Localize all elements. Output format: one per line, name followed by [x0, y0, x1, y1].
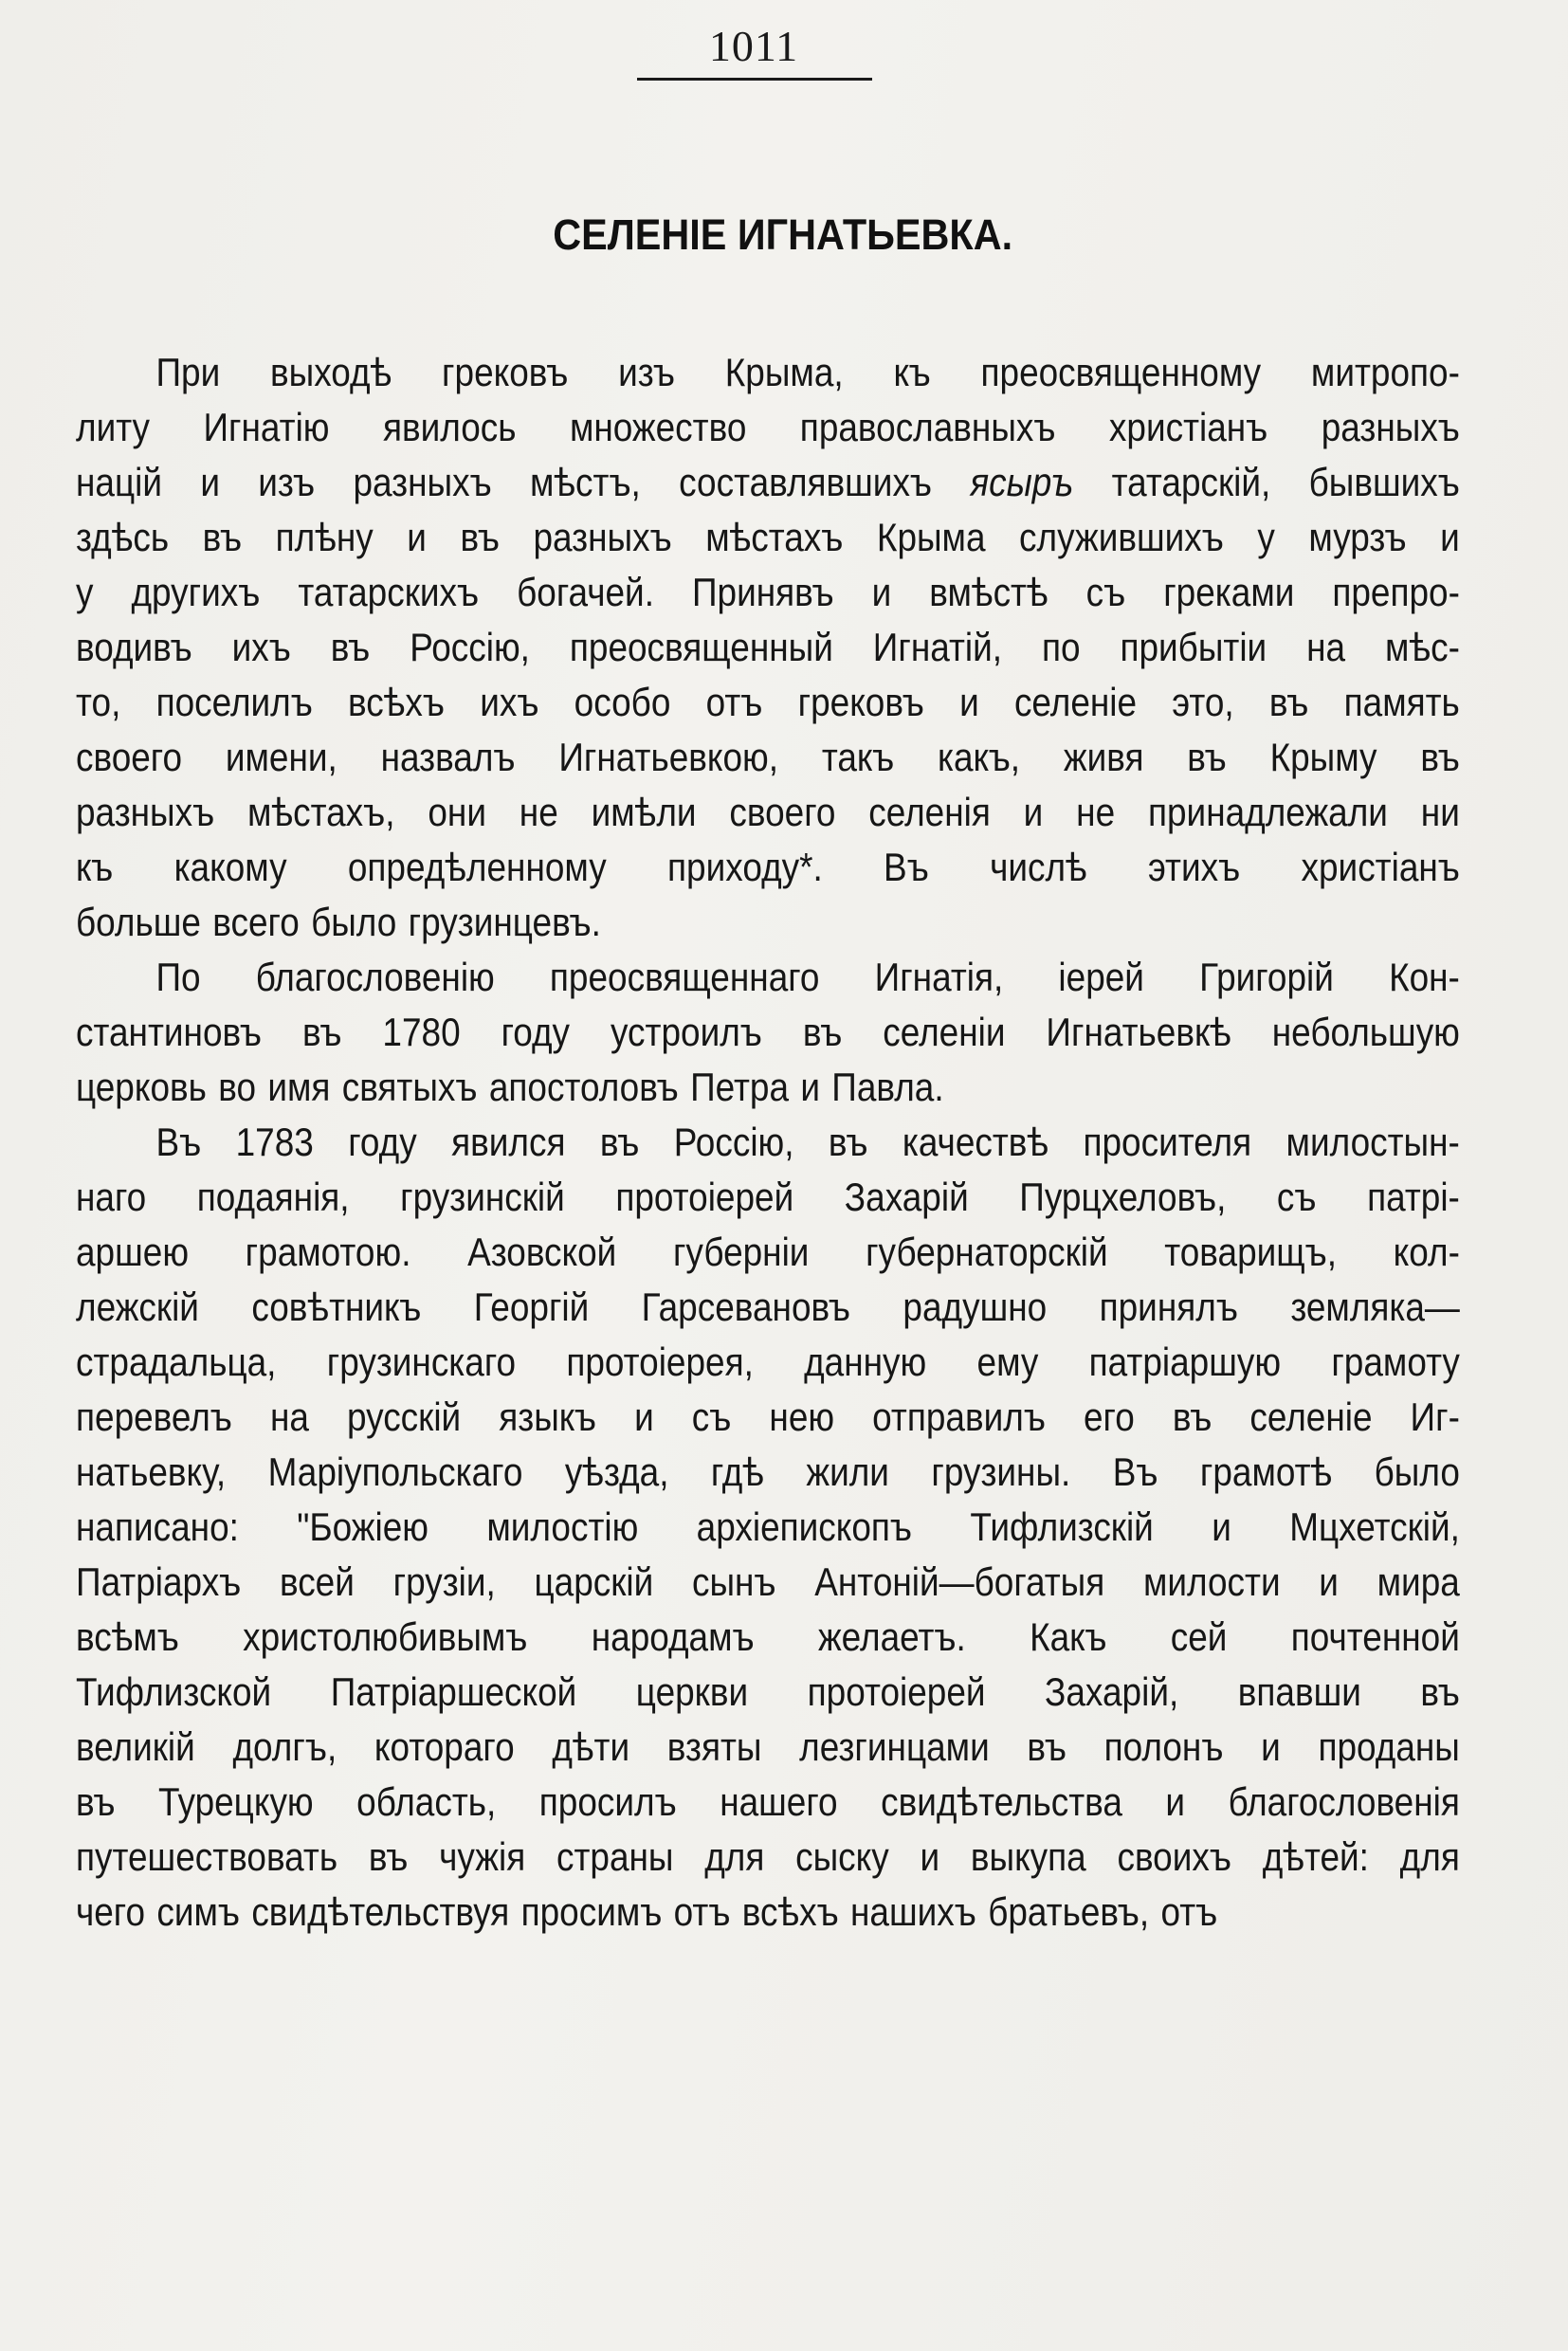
word: грузинцевъ.	[408, 900, 601, 944]
word: селенія	[868, 790, 991, 834]
word: губернаторскій	[866, 1230, 1108, 1274]
word: назвалъ	[380, 735, 516, 779]
word: особо	[574, 680, 671, 724]
word: явилось	[382, 405, 517, 449]
word: милости	[1142, 1559, 1281, 1604]
word: губерніи	[672, 1230, 810, 1274]
word: грамоту	[1331, 1340, 1460, 1384]
word: поселилъ	[155, 680, 313, 724]
text-line	[76, 1665, 1460, 1720]
word: страны	[556, 1834, 674, 1879]
paragraph	[76, 345, 1460, 950]
word: у	[1257, 515, 1275, 559]
word: просителя	[1083, 1120, 1252, 1164]
word: Антоній—богатыя	[814, 1559, 1105, 1604]
word: Кон-	[1389, 955, 1460, 999]
word: грековъ	[797, 680, 924, 724]
word: 1783	[235, 1120, 314, 1164]
word: множество	[569, 405, 747, 449]
word: принадлежали	[1147, 790, 1388, 834]
word: татарскихъ	[298, 570, 480, 614]
word: Патріаршеской	[330, 1669, 577, 1714]
word: въ	[1420, 1669, 1460, 1714]
word: отъ	[673, 1889, 731, 1934]
word: лежскій	[76, 1285, 199, 1329]
word: милостію	[486, 1504, 639, 1549]
word: Какъ	[1030, 1614, 1107, 1659]
word: для	[1399, 1834, 1460, 1879]
word: татарскій,	[1111, 460, 1271, 504]
word: они	[428, 790, 486, 834]
word: русскій	[346, 1394, 462, 1439]
text-line	[76, 675, 1460, 730]
word: кол-	[1393, 1230, 1460, 1274]
word: въ	[368, 1834, 409, 1879]
word: преосвященнаго	[549, 955, 820, 999]
word: какому	[173, 845, 287, 889]
word: подаянія,	[196, 1175, 350, 1219]
word: Павла.	[831, 1065, 944, 1109]
word: было	[1374, 1449, 1460, 1494]
word: селеніе	[1013, 680, 1138, 724]
word: Въ	[155, 1120, 202, 1164]
word: этихъ	[1148, 845, 1241, 889]
word: живя	[1063, 735, 1144, 779]
word: дѣти	[552, 1724, 630, 1769]
word: Игнатій,	[872, 625, 1003, 669]
text-line	[76, 1885, 1460, 1940]
word: просилъ	[538, 1779, 677, 1824]
word: долгъ,	[232, 1724, 337, 1769]
word: отъ	[1160, 1889, 1218, 1934]
word: селеніе	[1249, 1394, 1373, 1439]
word: христолюбивымъ	[243, 1614, 528, 1659]
word: ихъ	[480, 680, 539, 724]
word: товарищъ,	[1164, 1230, 1338, 1274]
word: Захарій,	[1045, 1669, 1179, 1714]
word: данную	[804, 1340, 927, 1384]
word: сей	[1170, 1614, 1228, 1659]
word: преосвященному	[980, 350, 1262, 394]
word: прибытіи	[1120, 625, 1267, 669]
word: ни	[1420, 790, 1460, 834]
word: разныхъ	[533, 515, 672, 559]
word: "Божіею	[297, 1504, 429, 1549]
word: гдѣ	[710, 1449, 764, 1494]
word: христіанъ	[1301, 845, 1460, 889]
word: здѣсь	[76, 515, 170, 559]
word: на	[269, 1394, 309, 1439]
word: какъ,	[937, 735, 1021, 779]
word: то,	[76, 680, 121, 724]
word: разныхъ	[353, 460, 492, 504]
text-line	[76, 1115, 1460, 1170]
word: благословенія	[1228, 1779, 1460, 1824]
word: языкъ	[499, 1394, 597, 1439]
word: изъ	[618, 350, 675, 394]
word: братьевъ,	[988, 1889, 1150, 1934]
page-number-rule	[637, 78, 872, 81]
word: радушно	[903, 1285, 1048, 1329]
word: богачей.	[517, 570, 654, 614]
word: литу	[76, 405, 151, 449]
word: ему	[976, 1340, 1039, 1384]
word: приходу*.	[667, 845, 823, 889]
word: Петра	[690, 1065, 790, 1109]
word: нею	[769, 1394, 835, 1439]
word: плѣну	[275, 515, 374, 559]
word: путешествовать	[76, 1834, 338, 1879]
word: память	[1343, 680, 1460, 724]
word: Гарсевановъ	[641, 1285, 851, 1329]
word: всего	[212, 900, 300, 944]
word: выходѣ	[270, 350, 392, 394]
word: году	[348, 1120, 417, 1164]
word: грамотою.	[245, 1230, 411, 1274]
word: числѣ	[990, 845, 1087, 889]
text-line	[76, 510, 1460, 565]
text-line	[76, 950, 1460, 1005]
word: году	[501, 1010, 571, 1054]
word: архіепископъ	[696, 1504, 913, 1549]
word: Григорій	[1199, 955, 1334, 999]
word: патріаршую	[1088, 1340, 1282, 1384]
word: водивъ	[76, 625, 192, 669]
word: было	[311, 900, 397, 944]
word: царскій	[534, 1559, 654, 1604]
word: націй	[76, 460, 162, 504]
word: къ	[893, 350, 931, 394]
text-line	[76, 455, 1460, 510]
word: Въ	[1112, 1449, 1158, 1494]
word: въ	[76, 1779, 116, 1824]
word: имени,	[225, 735, 337, 779]
word: другихъ	[131, 570, 261, 614]
word: симъ	[156, 1889, 241, 1934]
word: уѣзда,	[564, 1449, 669, 1494]
word: въ	[330, 625, 371, 669]
text-line	[76, 840, 1460, 895]
word: протоіерей	[807, 1669, 986, 1714]
word: принялъ	[1099, 1285, 1238, 1329]
word: лезгинцами	[799, 1724, 990, 1769]
text-line	[76, 1555, 1460, 1610]
word: патрі-	[1367, 1175, 1460, 1219]
text-line	[76, 1280, 1460, 1335]
word: христіанъ	[1108, 405, 1268, 449]
word: въ	[1420, 735, 1460, 779]
word: впавши	[1237, 1669, 1361, 1714]
word: Россію,	[673, 1120, 794, 1164]
word: и	[1165, 1779, 1186, 1824]
word: и	[1261, 1724, 1281, 1769]
word: перевелъ	[76, 1394, 232, 1439]
word: Мцхетскій,	[1289, 1504, 1460, 1549]
word: и	[200, 460, 220, 504]
word: Крыма,	[724, 350, 844, 394]
word: сынъ	[691, 1559, 776, 1604]
word: небольшую	[1271, 1010, 1460, 1054]
word: Георгій	[473, 1285, 590, 1329]
text-line	[76, 620, 1460, 675]
word: къ	[76, 845, 114, 889]
word: своихъ	[1117, 1834, 1231, 1879]
word: благословенію	[255, 955, 495, 999]
text-line	[76, 730, 1460, 785]
text-line	[76, 1445, 1460, 1500]
word: По	[155, 955, 201, 999]
word: написано:	[76, 1504, 239, 1549]
word: вмѣстѣ	[929, 570, 1048, 614]
word: и	[920, 1834, 940, 1879]
word: разныхъ	[76, 790, 215, 834]
word: мурзъ	[1308, 515, 1407, 559]
body-text	[76, 345, 1460, 1940]
word: протоіерея,	[566, 1340, 754, 1384]
word: совѣтникъ	[251, 1285, 422, 1329]
word: грамотѣ	[1199, 1449, 1333, 1494]
word: въ	[828, 1120, 868, 1164]
word: грузинскій	[400, 1175, 565, 1219]
word: протоіерей	[615, 1175, 794, 1219]
word: выкупа	[970, 1834, 1086, 1879]
word: народамъ	[591, 1614, 755, 1659]
word: свидѣтельствуя	[251, 1889, 510, 1934]
text-line	[76, 345, 1460, 400]
word: съ	[1085, 570, 1126, 614]
word: явился	[451, 1120, 566, 1164]
word: отправилъ	[872, 1394, 1046, 1439]
word: мѣстъ,	[529, 460, 641, 504]
word: отъ	[705, 680, 763, 724]
word: нашихъ	[850, 1889, 976, 1934]
word: аршею	[76, 1230, 190, 1274]
word: своего	[729, 790, 836, 834]
word: сыску	[795, 1834, 889, 1879]
word: у	[76, 570, 94, 614]
word: и	[634, 1394, 654, 1439]
word: взяты	[666, 1724, 762, 1769]
word: и	[1023, 790, 1044, 834]
word: и	[959, 680, 979, 724]
text-line	[76, 1830, 1460, 1885]
word: устроилъ	[610, 1010, 762, 1054]
word: желаетъ.	[817, 1614, 966, 1659]
word: область,	[356, 1779, 497, 1824]
word: церковь	[76, 1065, 207, 1109]
text-line	[76, 1335, 1460, 1390]
text-line	[76, 1170, 1460, 1225]
word: Россію,	[410, 625, 530, 669]
word: въ	[802, 1010, 843, 1054]
word: съ	[1276, 1175, 1317, 1219]
word: и	[1212, 1504, 1231, 1549]
word: Игнатьевкѣ	[1046, 1010, 1231, 1054]
word: земляка—	[1290, 1285, 1460, 1329]
word: разныхъ	[1321, 405, 1460, 449]
text-line	[76, 1390, 1460, 1445]
word: всѣмъ	[76, 1614, 179, 1659]
word: чужія	[439, 1834, 526, 1879]
word: и	[407, 515, 427, 559]
text-line	[76, 895, 1460, 950]
word: съ	[691, 1394, 732, 1439]
word: служившихъ	[1019, 515, 1224, 559]
word: Турецкую	[158, 1779, 314, 1824]
paragraph	[76, 1115, 1460, 1940]
word: мѣстахъ,	[247, 790, 395, 834]
word: въ	[202, 515, 243, 559]
word: и	[800, 1065, 820, 1109]
word: Крыма	[876, 515, 986, 559]
word: стантиновъ	[76, 1010, 263, 1054]
word: не	[519, 790, 558, 834]
word: страдальца,	[76, 1340, 277, 1384]
word: въ	[1187, 735, 1227, 779]
word: наго	[76, 1175, 147, 1219]
paragraph	[76, 950, 1460, 1115]
word: больше	[76, 900, 201, 944]
word: всей	[279, 1559, 355, 1604]
word: всѣхъ	[348, 680, 445, 724]
word: проданы	[1318, 1724, 1460, 1769]
word: въ	[1268, 680, 1309, 724]
word: по	[1041, 625, 1081, 669]
word: Тифлизской	[76, 1669, 272, 1714]
word: грузинскаго	[326, 1340, 517, 1384]
word: въ	[599, 1120, 640, 1164]
word: Игнатію	[203, 405, 330, 449]
word: котораго	[374, 1724, 515, 1769]
word: Патріархъ	[76, 1559, 242, 1604]
text-line	[76, 1720, 1460, 1775]
text-line	[76, 565, 1460, 620]
text-line	[76, 1060, 1460, 1115]
word: изъ	[258, 460, 316, 504]
word: Захарій	[844, 1175, 969, 1219]
word: въ	[460, 515, 500, 559]
word: іерей	[1058, 955, 1144, 999]
word: мира	[1377, 1559, 1460, 1604]
text-line	[76, 1775, 1460, 1830]
word: жили	[806, 1449, 889, 1494]
word: бывшихъ	[1308, 460, 1460, 504]
word: митропо-	[1310, 350, 1460, 394]
text-line	[76, 1610, 1460, 1665]
word: препро-	[1332, 570, 1460, 614]
word: въ	[301, 1010, 342, 1054]
word: Игнатьевкою,	[558, 735, 779, 779]
word: такъ	[821, 735, 895, 779]
word: всѣхъ	[741, 1889, 839, 1934]
word: на	[1306, 625, 1346, 669]
word: Крыму	[1269, 735, 1377, 779]
word: натьевку,	[76, 1449, 227, 1494]
word: нашего	[720, 1779, 838, 1824]
word: грузины.	[931, 1449, 1071, 1494]
word: милостын-	[1285, 1120, 1460, 1164]
word: составлявшихъ	[679, 460, 933, 504]
word: Маріупольскаго	[267, 1449, 523, 1494]
word: Въ	[884, 845, 929, 889]
word: преосвященный	[569, 625, 833, 669]
word: Принявъ	[691, 570, 834, 614]
word: апостоловъ	[488, 1065, 679, 1109]
word: почтенной	[1290, 1614, 1460, 1659]
word: грековъ	[442, 350, 569, 394]
text-line	[76, 1225, 1460, 1280]
word: ясыръ	[970, 460, 1074, 504]
word: Тифлизскій	[970, 1504, 1154, 1549]
word: во	[218, 1065, 256, 1109]
text-line	[76, 400, 1460, 455]
text-line	[76, 785, 1460, 840]
word: свидѣтельства	[881, 1779, 1122, 1824]
word: грузіи,	[392, 1559, 496, 1604]
word: и	[871, 570, 892, 614]
word: ихъ	[231, 625, 291, 669]
word: не	[1076, 790, 1116, 834]
word: полонъ	[1103, 1724, 1224, 1769]
word: опредѣленному	[347, 845, 607, 889]
word: чего	[76, 1889, 146, 1934]
word: имя	[267, 1065, 331, 1109]
text-line	[76, 1005, 1460, 1060]
page-number: 1011	[708, 22, 799, 70]
word: своего	[76, 735, 183, 779]
word: мѣстахъ	[705, 515, 844, 559]
word: и	[1440, 515, 1460, 559]
word: мѣс-	[1385, 625, 1460, 669]
word: святыхъ	[341, 1065, 478, 1109]
word: въ	[1172, 1394, 1212, 1439]
word: это,	[1172, 680, 1234, 724]
word: въ	[1027, 1724, 1067, 1769]
word: и	[1319, 1559, 1339, 1604]
word: церкви	[635, 1669, 749, 1714]
text-line	[76, 1500, 1460, 1555]
word: качествѣ	[902, 1120, 1049, 1164]
word: При	[155, 350, 221, 394]
word: Игнатія,	[874, 955, 1004, 999]
word: греками	[1163, 570, 1295, 614]
word: имѣли	[591, 790, 697, 834]
word: великій	[76, 1724, 195, 1769]
word: для	[704, 1834, 765, 1879]
section-title: СЕЛЕНІЕ ИГНАТЬЕВКА.	[553, 210, 1013, 259]
word: его	[1083, 1394, 1135, 1439]
word: дѣтей:	[1262, 1834, 1369, 1879]
word: Азовской	[467, 1230, 617, 1274]
word: Пурцхеловъ,	[1019, 1175, 1227, 1219]
word: просимъ	[520, 1889, 663, 1934]
word: селеніи	[883, 1010, 1006, 1054]
word: православныхъ	[799, 405, 1056, 449]
word: Иг-	[1410, 1394, 1460, 1439]
word: 1780	[382, 1010, 461, 1054]
